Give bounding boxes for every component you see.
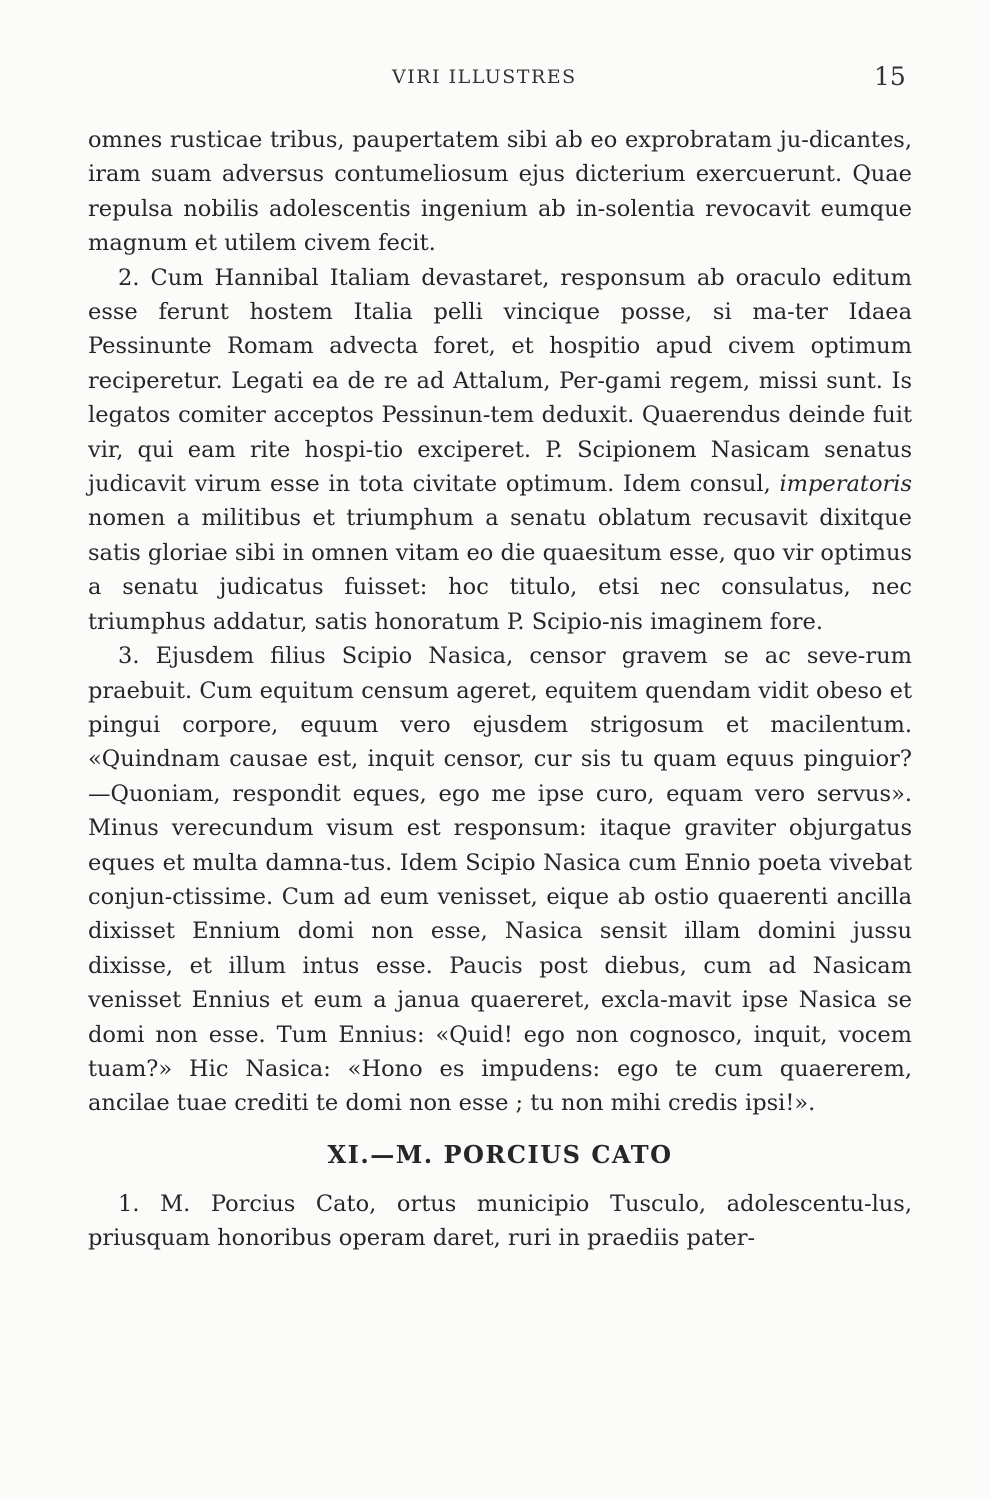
paragraph-2-text-b: nomen a militibus et triumphum a senatu oblatum recusavit dixitque satis gloriae sibi in omnen vitam eo die quaesitum esse, quo vir optimus a senatu judicatus fuisset: hoc titulo, etsi nec consulatus, nec triumphus addatur, satis honoratum P. Scipio-nis imaginem fore. — [88, 505, 912, 635]
paragraph-3: 3. Ejusdem filius Scipio Nasica, censor gravem se ac seve-rum praebuit. Cum equitum censum ageret, equitem quendam vidit obeso et pingui corpore, equum vero ejusdem strigosum et macilentum. «Quindnam causae est, inquit censor, cur sis tu quam equus pinguior?—Quoniam, respondit eques, ego me ipse curo, equam vero servus». Minus verecundum visum est responsum: itaque graviter objurgatus eques et multa damna-tus. Idem Scipio Nasica cum Ennio poeta vivebat conjun-ctissime. Cum ad eum venisset, eique ab ostio quaerenti ancilla dixisset Ennium domi non esse, Nasica sensit illam domini jussu dixisse, et illum intus esse. Paucis post diebus, cum ad Nasicam venisset Ennius et eum a janua quaereret, excla-mavit ipse Nasica se domi non esse. Tum Ennius: «Quid! ego non cognosco, inquit, vocem tuam?» Hic Nasica: «Hono es impudens: ego te cum quaererem, ancilae tuae crediti te domi non esse ; tu non mihi credis ipsi!». — [88, 643, 912, 1117]
paragraph-continuation: omnes rusticae tribus, paupertatem sibi ab eo exprobratam ju-dicantes, iram suam adversus contumeliosum ejus dicterium exercuerunt. Quae repulsa nobilis adolescentis ingenium ab in-solentia revocavit eumque magnum et utilem civem fecit. — [88, 127, 912, 257]
paragraph-2-italic-term: imperatoris — [779, 471, 912, 498]
paragraph-section-1: 1. M. Porcius Cato, ortus municipio Tusculo, adolescentu-lus, priusquam honoribus operam daret, ruri in praediis pater- — [88, 1190, 912, 1252]
paragraph-2-text-a: 2. Cum Hannibal Italiam devastaret, responsum ab oraculo editum esse ferunt hostem Italia pelli vincique posse, si ma-ter Idaea Pessinunte Romam advecta foret, et hospitio apud civem optimum reciperetur. Legati ea de re ad Attalum, Per-gami regem, missi sunt. Is legatos comiter acceptos Pessinun-tem deduxit. Quaerendus deinde fuit vir, qui eam rite hospi-tio exciperet. P. Scipionem Nasicam senatus judicavit virum esse in tota civitate optimum. Idem consul, — [88, 264, 912, 498]
body-text — [88, 123, 912, 1256]
page-number: 15 — [874, 62, 906, 91]
paragraph-2 — [88, 261, 912, 639]
running-title: VIRI ILLUSTRES — [392, 66, 577, 88]
section-heading: XI.—M. PORCIUS CATO — [327, 1139, 673, 1169]
running-head — [0, 62, 991, 96]
